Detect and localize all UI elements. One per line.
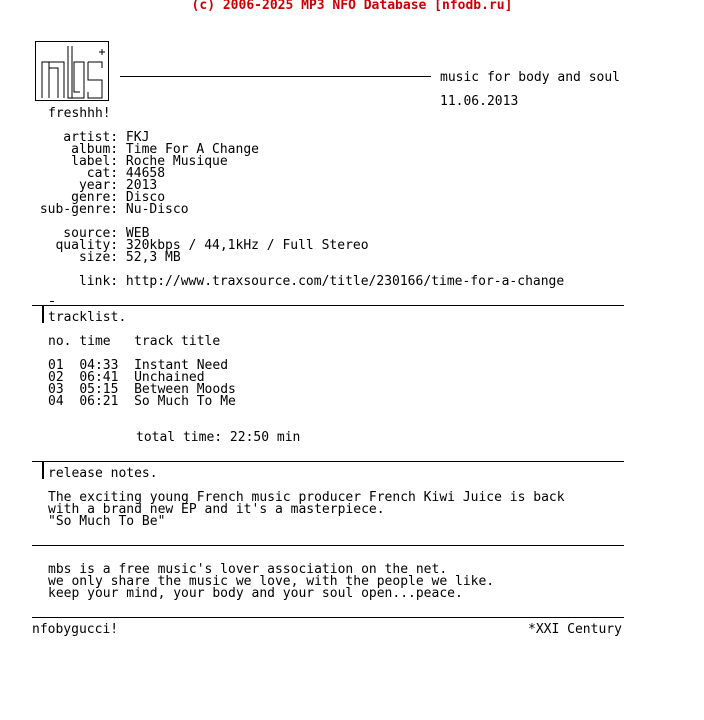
- info-row-year: year: 2013: [32, 178, 158, 193]
- footer-credit: nfobygucci!: [32, 622, 119, 637]
- tech-row-source: source: WEB: [32, 226, 150, 241]
- about-divider: [32, 545, 624, 546]
- info-row-genre: genre: Disco: [32, 190, 166, 205]
- tracklist-heading: tracklist.: [48, 310, 127, 325]
- release-notes-line: with a brand new EP and it's a masterpiece.: [48, 502, 385, 517]
- tech-row-size: size: 52,3 MB: [32, 250, 181, 265]
- total-time: total time: 22:50 min: [136, 430, 301, 445]
- release-notes-divider: [32, 461, 624, 462]
- tracklist-marker: [42, 305, 44, 323]
- slogan: music for body and soul: [440, 70, 621, 85]
- about-line: we only share the music we love, with the people we like.: [48, 574, 495, 589]
- release-notes-heading: release notes.: [48, 466, 158, 481]
- info-row-label: label: Roche Musique: [32, 154, 228, 169]
- release-notes-marker: [42, 461, 44, 479]
- footer-century: *XXI Century: [528, 622, 622, 637]
- footer-divider: [32, 617, 624, 618]
- greeting: freshhh!: [48, 106, 111, 121]
- track-row: 01 04:33 Instant Need: [48, 358, 229, 373]
- release-date: 11.06.2013: [440, 94, 519, 109]
- track-row: 03 05:15 Between Moods: [48, 382, 236, 397]
- about-line: mbs is a free music's lover association on the net.: [48, 562, 448, 577]
- info-row-album: album: Time For A Change: [32, 142, 259, 157]
- info-row-subgenre: sub-genre: Nu-Disco: [32, 202, 189, 217]
- track-row: 04 06:21 So Much To Me: [48, 394, 236, 409]
- header-rule: [120, 76, 431, 77]
- site-copyright: (c) 2006-2025 MP3 NFO Database [nfodb.ru]: [191, 0, 513, 13]
- mbs-logo: [35, 41, 109, 101]
- tracklist-tick: [50, 301, 54, 302]
- tracklist-columns: no. time track title: [48, 334, 221, 349]
- about-line: keep your mind, your body and your soul open...peace.: [48, 586, 463, 601]
- release-notes-line: "So Much To Be": [48, 514, 166, 529]
- track-row: 02 06:41 Unchained: [48, 370, 205, 385]
- tech-row-quality: quality: 320kbps / 44,1kHz / Full Stereo: [32, 238, 369, 253]
- info-row-artist: artist: FKJ: [32, 130, 150, 145]
- link-row: link: http://www.traxsource.com/title/230166/time-for-a-change: [32, 274, 565, 289]
- release-notes-line: The exciting young French music producer French Kiwi Juice is back: [48, 490, 565, 505]
- tracklist-divider: [32, 305, 624, 306]
- source-link[interactable]: http://www.traxsource.com/title/230166/time-for-a-change: [125, 274, 565, 289]
- info-row-cat: cat: 44658: [32, 166, 166, 181]
